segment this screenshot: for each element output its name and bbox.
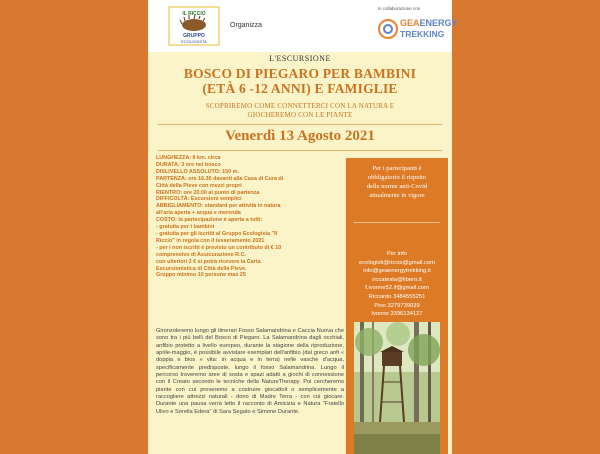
partner-name-2: ENERGY — [419, 18, 458, 28]
info-line: Città della Pieve con mezzi propri — [156, 182, 242, 189]
info-list — [156, 155, 344, 279]
info-line: DISLIVELLO ASSOLUTO: 150 m. — [156, 168, 239, 175]
contacts — [346, 250, 448, 319]
info-line: - gratuita per gli iscritti al Gruppo Ecologista "Il — [156, 230, 278, 237]
collab-label: in collaborazione con — [378, 6, 421, 11]
contact-heading: Per info — [387, 251, 407, 257]
info-line: COSTO: la partecipazione è aperta a tutti: — [156, 217, 263, 224]
poster — [148, 0, 458, 454]
event-date: Venerdì 13 Agosto 2021 — [225, 128, 375, 144]
notice-line-1: Per i partecipanti è — [372, 165, 422, 172]
contact-line: Pino 3279739039 — [374, 302, 420, 309]
logo-text-bottom2: ECOLOGISTA — [181, 39, 207, 44]
contact-line: ecologisti@riccio@gmail.com — [359, 259, 435, 266]
info-line: ABBIGLIAMENTO: standard per attività in natura — [156, 203, 281, 210]
info-line: Escursionistica di Città della Pieve. — [156, 265, 247, 272]
contact-line: riccatesta@libero.it — [372, 276, 422, 283]
organizer-label: Organizza — [230, 22, 262, 29]
event-type: L'ESCURSIONE — [269, 54, 331, 63]
logo-text-bottom1: GRUPPO — [183, 33, 205, 39]
contact-line: info@geaenergytrekking.it — [363, 268, 431, 275]
info-line: DIFFICOLTÀ: Escursioni semplici — [156, 196, 242, 203]
description: Gironzoleremo lungo gli itinerari Fosso Salamandrina e Caccia Nuova che sono tra i più belli del Bosco di Piegaro. La Salamandrina dagli occhiali, anfibio protetto a livello europeo, durante la stagione della riproduzione, aprile-maggio, è possibile avvistare esemplari dell'anfibio (dal greco anfi « doppia e bios » vita: in acqua e in terra) nelle vasche d'acqua, specificamente predisposte, lungo il fosso Salamandrina. Lungo il percorso troveremo aree di sosta e spazi adatti a giochi di connessione con il Creato secondo le tecniche della NatureTherapy. Poi cercheremo piante con cui proveremo a costruire giocattoli o semplicemente a raccogliere attrezzi naturali - dono di Madre Terra - con cui giocare. Durante una pausa verrà letto il racconto di Amicizia e Natura "Fratello Ulivo e Sorella Edera" di Sara Segato e Simone Durante. — [156, 328, 344, 415]
sidebar-divider — [354, 222, 440, 223]
subtitle-line-1: SCOPRIREMO COME CONNETTERCI CON LA NATURA E — [205, 102, 395, 110]
svg-text:GEAENERGY — [400, 18, 458, 28]
divider-bottom — [158, 150, 442, 151]
subtitle-line-2: GIOCHEREMO CON LE PIANTE — [247, 111, 353, 119]
info-line: - per i non iscritti è previsto un contributo di € 10 — [156, 244, 282, 251]
notice-line-2: obbligatorio il rispetto — [367, 174, 427, 181]
info-line: RIENTRO: ore 20.00 al punto di partenza — [156, 189, 260, 196]
sidebar — [346, 158, 448, 454]
header-strip — [148, 0, 458, 52]
info-line: all'aria aperta + acqua e merenda — [156, 210, 241, 217]
notice-line-3: delle norme anti-Covid — [366, 183, 428, 190]
title-line-2: (ETÀ 6 -12 ANNI) E FAMIGLIE — [202, 81, 398, 96]
notice-line-4: attualmente in vigore — [369, 192, 425, 199]
partner-name-1: GEA — [400, 18, 420, 28]
event-subtitle — [148, 102, 452, 120]
info-line: Riccio" in regola con il tesseramento 2021 — [156, 237, 265, 244]
covid-notice — [346, 164, 448, 200]
info-line: DURATA: 3 ore nel bosco — [156, 161, 221, 168]
info-line: con ulteriori 2 € si potrà ricevere la Carta — [156, 258, 261, 265]
contact-line: Ivonne 3396134127 — [371, 311, 423, 318]
contact-line: f.ivonne52.if@gmail.com — [365, 285, 429, 292]
partner-name-3: TREKKING — [400, 29, 445, 39]
title-line-1: BOSCO DI PIEGARO PER BAMBINI — [183, 66, 417, 81]
info-line: PARTENZA: ore 16.30 davanti alla Casa di Cura di — [156, 175, 284, 182]
logo-text-top: IL RICCIO — [182, 11, 206, 17]
event-title — [148, 66, 452, 96]
info-line: comprensivo di Assicurazione R.C. — [156, 251, 246, 258]
riccio-logo — [168, 6, 220, 46]
divider-top — [158, 124, 442, 125]
info-line: Gruppo minimo 10 persone max 25 — [156, 272, 246, 279]
gea-energy-trekking-logo — [376, 12, 458, 46]
contact-line: Riccardo 3484555251 — [368, 293, 426, 300]
info-line: - gratuita per i bambini — [156, 224, 215, 231]
info-line: LUNGHEZZA: 6 km. circa — [156, 155, 221, 161]
forest-photo — [354, 322, 440, 454]
